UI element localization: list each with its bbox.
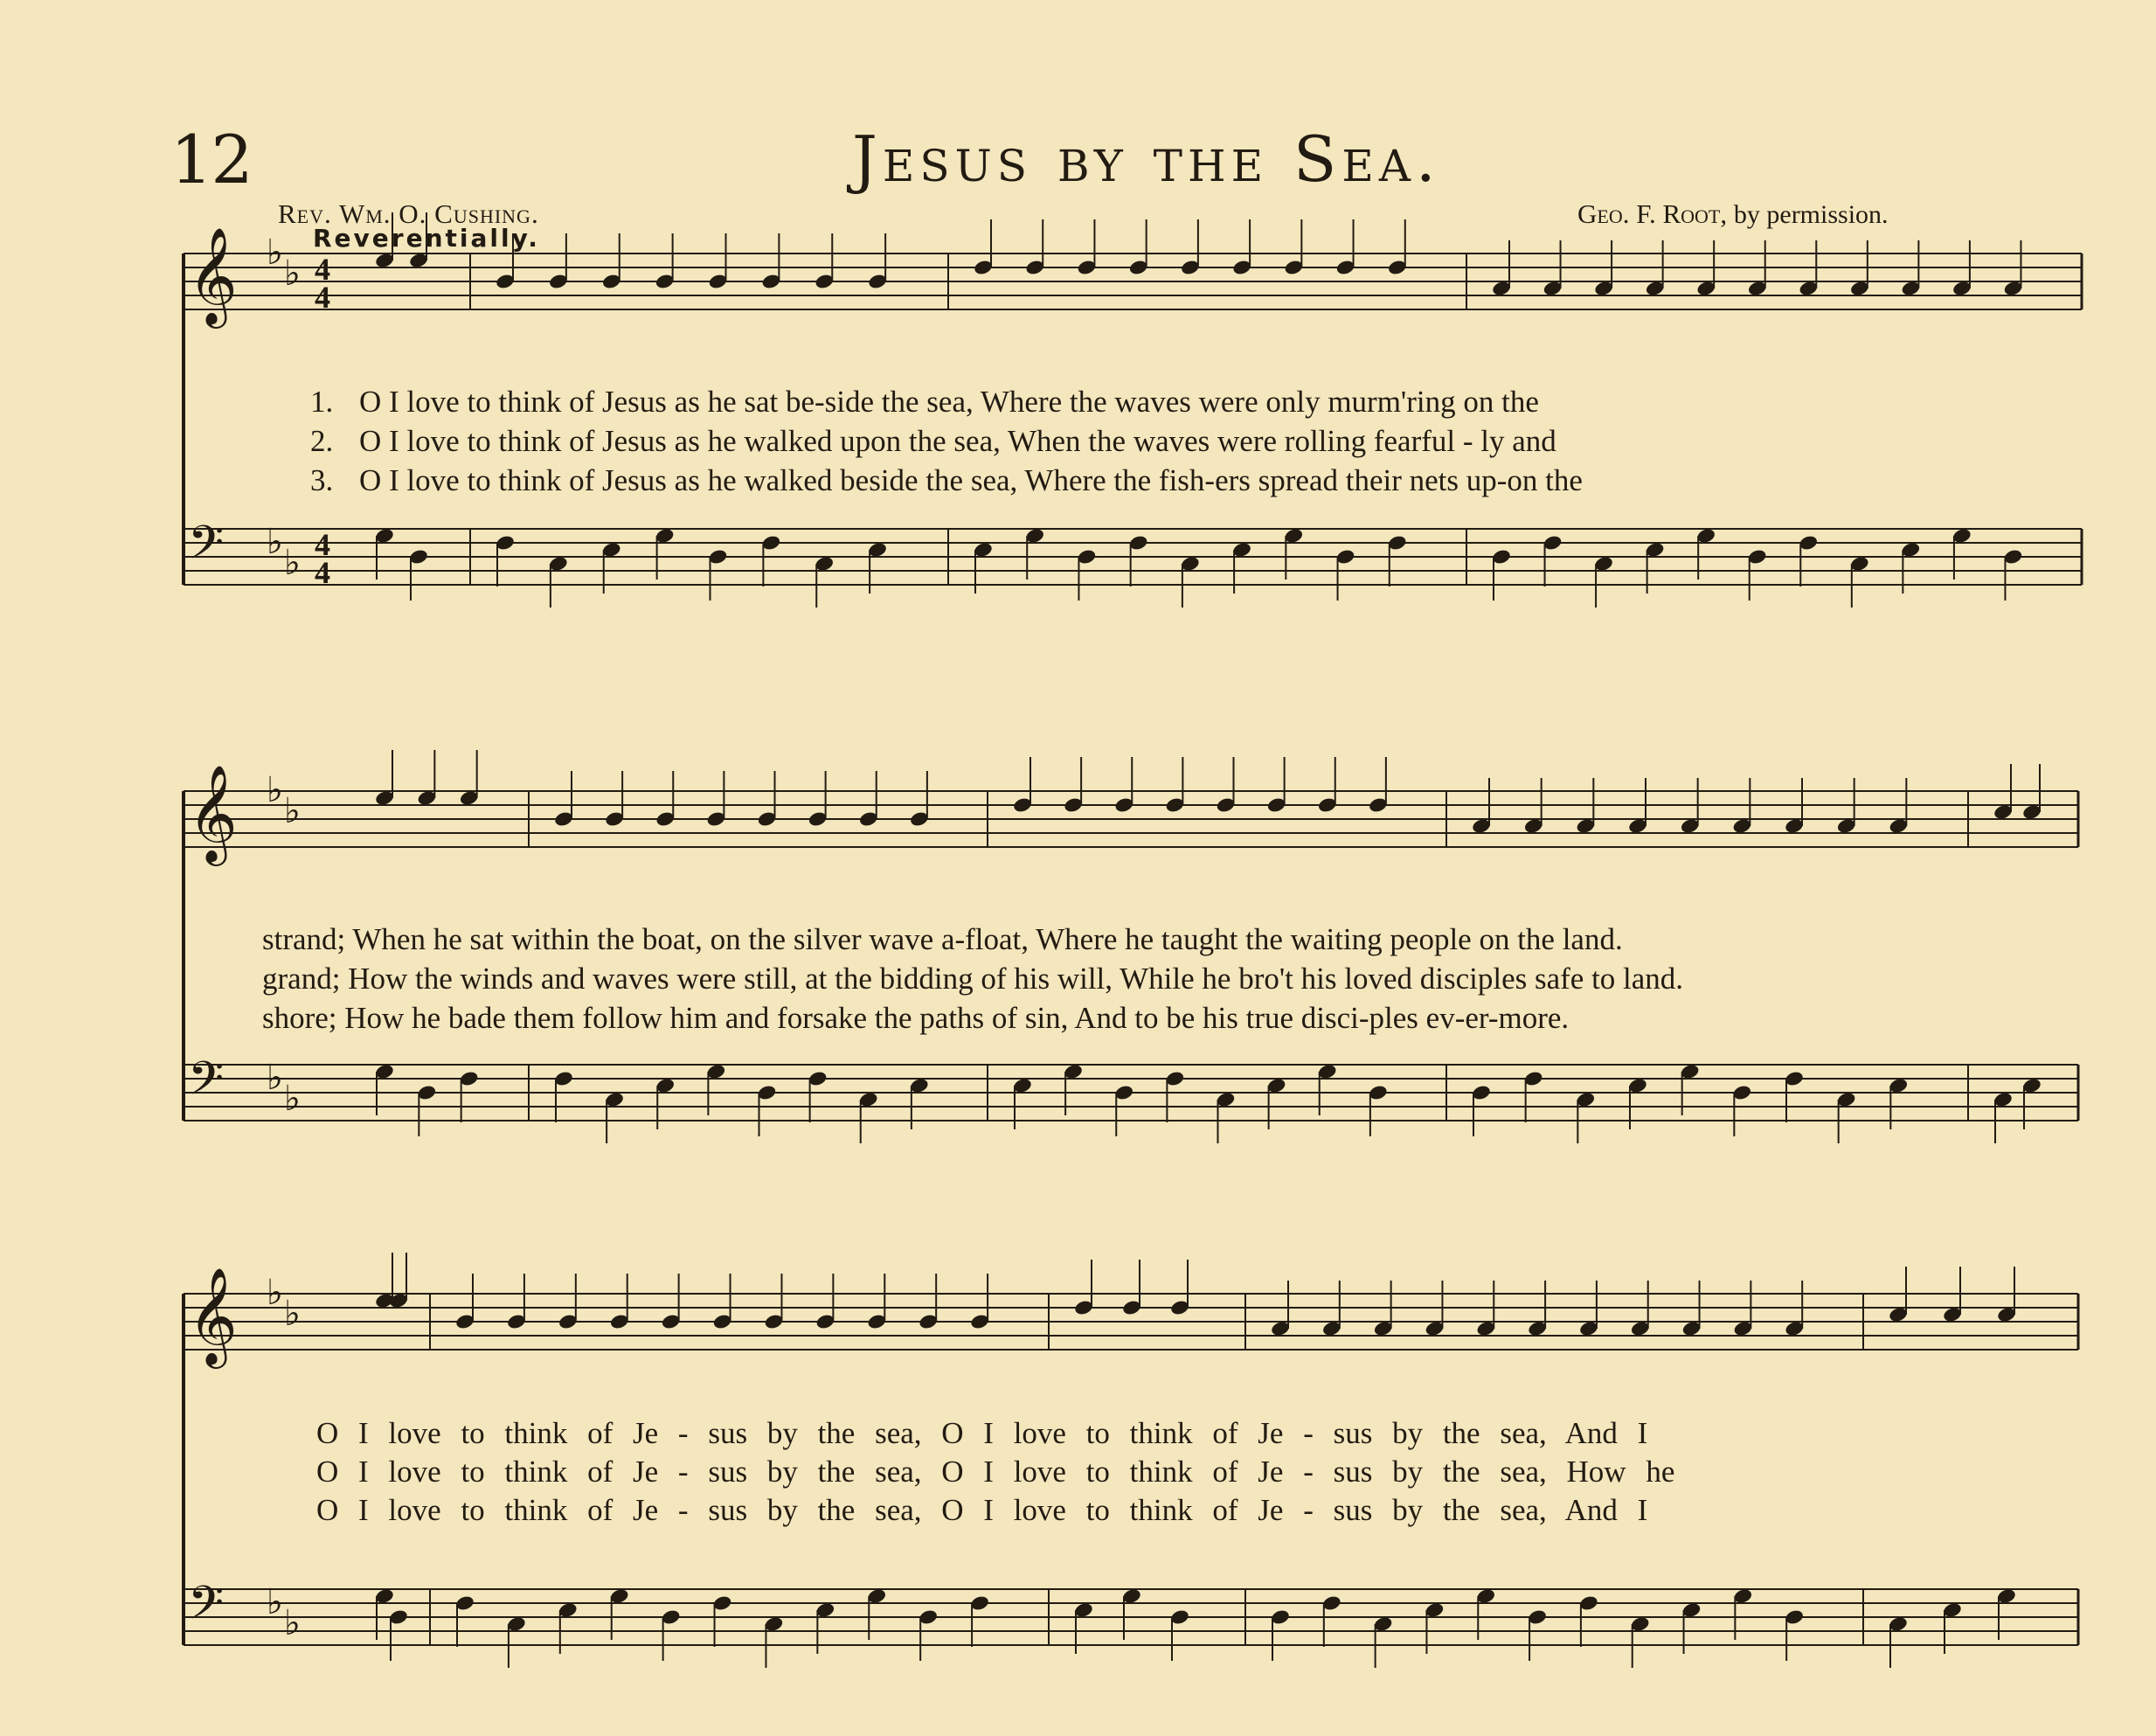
time-signature-top: 4 xyxy=(315,252,330,287)
flat-icon: ♭ xyxy=(267,1058,283,1098)
lyric-line: shore; How he bade them follow him and forsake the paths of sin, And to be his true disci-ples ev-er-more. xyxy=(262,1001,1570,1035)
flat-icon: ♭ xyxy=(267,770,283,810)
lyric-line xyxy=(310,385,1539,420)
lyric-line: grand; How the winds and waves were still, at the bidding of his will, While he bro't his loved disciples safe to land. xyxy=(262,962,1684,996)
flat-icon: ♭ xyxy=(267,233,283,273)
verse-number: 2. xyxy=(310,424,334,458)
lyricist-credit: Rev. Wm. O. Cushing. xyxy=(278,198,539,229)
flat-icon: ♭ xyxy=(267,522,283,562)
treble-clef-icon: 𝄞 xyxy=(188,1267,238,1364)
lyric-text: O I love to think of Jesus as he walked upon the sea, When the waves were rolling fearful - ly and xyxy=(359,424,1556,458)
bass-clef-icon: 𝄢 xyxy=(188,517,225,581)
flat-icon: ♭ xyxy=(284,791,301,831)
lyric-line: O I love to think of Je - sus by the sea, O I love to think of Je - sus by the sea, And I xyxy=(316,1416,1648,1450)
time-signature-top: 4 xyxy=(315,527,330,562)
flat-icon: ♭ xyxy=(267,1273,283,1313)
verse-number: 1. xyxy=(310,385,334,419)
bass-clef-icon: 𝄢 xyxy=(188,1577,225,1642)
flat-icon: ♭ xyxy=(284,543,301,583)
time-signature-bottom: 4 xyxy=(315,555,330,590)
lyric-line xyxy=(310,463,1583,498)
lyric-text: O I love to think of Jesus as he sat be-side the sea, Where the waves were only murm'ring on the xyxy=(359,385,1539,419)
composer-name: Geo. F. Root, xyxy=(1577,198,1728,229)
lyric-line: O I love to think of Je - sus by the sea, O I love to think of Je - sus by the sea, How he xyxy=(316,1455,1675,1489)
tempo-marking: Reverentially. xyxy=(313,224,540,253)
lyric-text: O I love to think of Jesus as he walked beside the sea, Where the fish-ers spread their nets up-on the xyxy=(359,463,1583,497)
treble-clef-icon: 𝄞 xyxy=(188,226,238,324)
time-signature-bottom: 4 xyxy=(315,280,330,315)
flat-icon: ♭ xyxy=(267,1582,283,1622)
hymn-title: Jesus by the Sea. xyxy=(852,122,1441,196)
lyric-line xyxy=(310,424,1556,459)
flat-icon: ♭ xyxy=(284,253,301,294)
bass-clef-icon: 𝄢 xyxy=(188,1052,225,1117)
flat-icon: ♭ xyxy=(284,1603,301,1643)
lyric-line: strand; When he sat within the boat, on the silver wave a-float, Where he taught the waiting people on the land. xyxy=(262,922,1623,956)
verse-number: 3. xyxy=(310,463,334,497)
flat-icon: ♭ xyxy=(284,1294,301,1334)
composer-note: by permission. xyxy=(1733,200,1889,229)
lyric-line: O I love to think of Je - sus by the sea, O I love to think of Je - sus by the sea, And I xyxy=(316,1493,1648,1527)
page-number: 12 xyxy=(170,121,252,198)
flat-icon: ♭ xyxy=(284,1079,301,1119)
treble-clef-icon: 𝄞 xyxy=(188,764,238,862)
